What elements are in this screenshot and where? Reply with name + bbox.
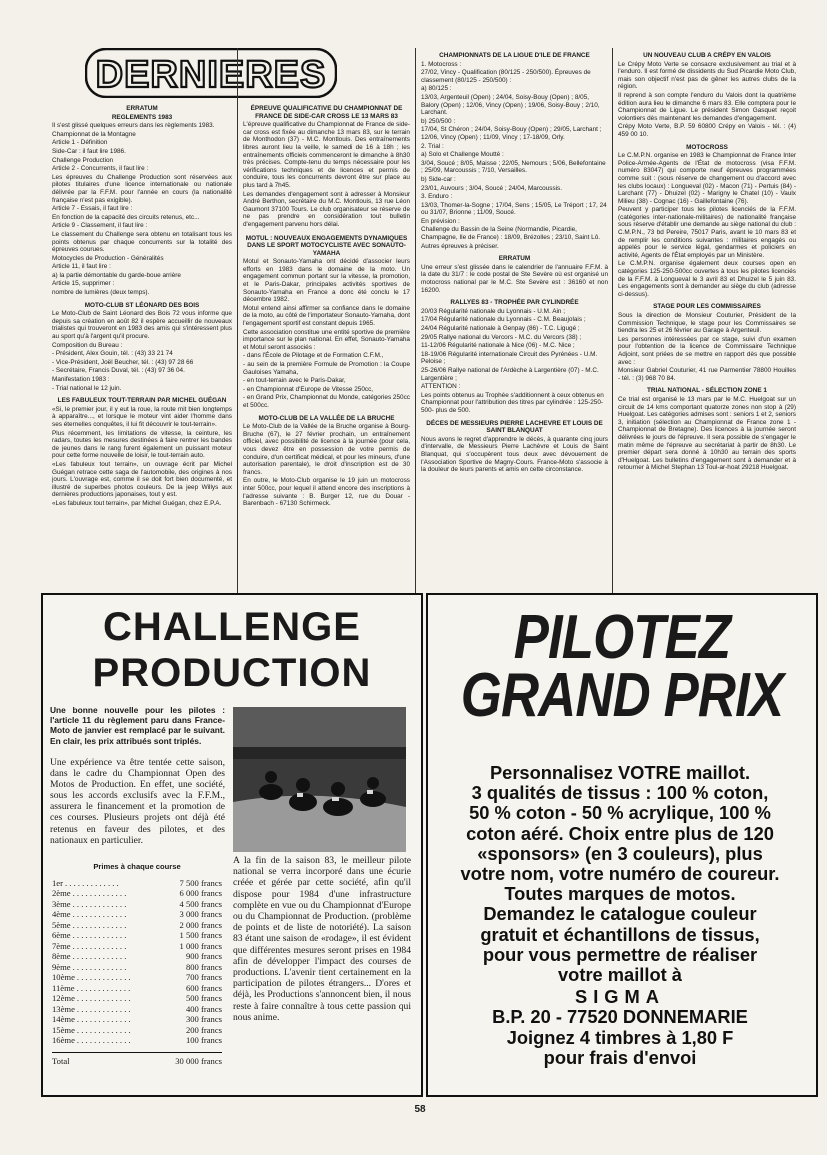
prize-place: 12ème bbox=[52, 993, 75, 1003]
trial-text: Ce trial est organisé le 13 mars par le M.C. Huelgoat sur un circuit de 14 kms comportant quatorze zones non stop à (29) Huelgoat. Les catégories admises sont : seniors 1 et 2, seniors 3, initiation (sélection au Championnat de France zone 1 - Championnat de Bretagne). Des licences à la journée seront délivrées le jours de l'épreuve. Il sera possible de s'engager le matin même de l'épreuve au secrétariat à partir de 8h30. Le premier départ sera donné à 10h30 au terrain des sports d'Huelgoat. Les bulletins d'engagement sont à demander et à retourner à Michel Stephan 13 Toul-ar-hoat 29218 Huelgoat. bbox=[618, 395, 796, 472]
prize-row: 3ème . . . . . . . . . . . . . 4 500 francs bbox=[52, 898, 222, 909]
club-text: Le Moto-Club de Saint Léonard des Bois 72 vous informe que depuis sa création en août 82 il espère accueillir de nouveaux trialistes qui trouveront en 1983 des amis qui s'intéressent plus au sport qu'à l'argent qu'il procure. Composition du Bureau : - Président, Alex Gouin, tél. : (43) 33 21 74 - Vice-Président, Joël Beucher, tél. : (43) 97 28 66 - Secrétaire, Francis Duval, tél. : (43) 97 36 04. Manifestation 1983 : - Trial national le 12 juin. bbox=[52, 310, 232, 392]
prize-row: 14ème . . . . . . . . . . . . . 300 francs bbox=[52, 1014, 222, 1024]
prize-row: 10ème . . . . . . . . . . . . . 700 francs bbox=[52, 972, 222, 982]
prize-place: 14ème bbox=[52, 1014, 75, 1024]
deces-text: Nous avons le regret d'apprendre le décès, à quarante cinq jours d'intervalle, de Messieurs Pierre Lachèvre et Louis de Saint Blanquat, qui s'occupèrent tous deux avec dévouement de l'Association Sportive de Magny-Cours. France-Moto s'associe à la douleur de leurs parents et amis en cette circonstance. bbox=[421, 435, 608, 474]
prize-place: 11ème bbox=[52, 982, 75, 993]
tt-text: «Si, le premier jour, il y eut la roue, la route mit bien longtemps à apparaître..., et lorsque le moteur vint aider l'homme dans ses éternelles conquêtes, il lui fit découvrir le tout-terrain». Plus récemment, les limitations de vitesse, la ceinture, les radars, toutes les mesures destinées à faire rentrer les bandes de jeunes dans le rang furent également un puissant moteur pour cette forme nouvelle de loisir, le tout-terrain auto. «Les fabuleux tout terrain», un ouvrage écrit par Michel Guégan retrace cette saga de l'automobile, des origines à nos jours. L'ouvrage est, comme il se doit fort bien documenté, et illustré de superbes photos couleurs. De la jeep Willys aux dernières productions japonaises, tout y est. «Les fabuleux tout terrain», par Michel Guégan, chez E.P.A. bbox=[52, 405, 232, 507]
prize-place: 1er bbox=[52, 877, 63, 888]
prize-place: 15ème bbox=[52, 1024, 75, 1035]
prize-row: 4ème . . . . . . . . . . . . . 3 000 francs bbox=[52, 909, 222, 919]
race-photo bbox=[233, 707, 406, 852]
logo-text: DERNIERES bbox=[95, 54, 327, 96]
prize-place: 6ème bbox=[52, 930, 71, 940]
erratum-text: Il s'est glissé quelques erreurs dans les règlements 1983. Championnat de la Montagne Article 1 - Définition Side-Car : il faut lire 1986. Challenge Production Article 2 - Concurrents, il faut lire : Les épreuves du Challenge Production sont réservées aux pilotes titulaires d'une licence internationale ou nationale délivrée par la F.F.M. pour l'année en cours (la nationalité française n'est pas exigible). Article 7 - Essais, il faut lire : En fonction de la capacité des circuits retenus, etc... Article 9 - Classement, il faut lire : Le classement du Challenge sera obtenu en totalisant tous les points obtenus par chaque concurrents sur la totalité des épreuves courues. Motocycles de Production - Généralités Article 11, il faut lire : a) la partie démontable du garde-boue arrière Article 15, supprimer : nombre de lumières (deux temps). bbox=[52, 122, 232, 297]
prize-place: 3ème bbox=[52, 898, 71, 909]
prize-row: 15ème . . . . . . . . . . . . . 200 francs bbox=[52, 1024, 222, 1035]
prize-row: 1er . . . . . . . . . . . . . 7 500 francs bbox=[52, 877, 222, 888]
prize-amount: 1 500 francs bbox=[179, 930, 222, 940]
challenge-title-line1: CHALLENGE bbox=[103, 605, 361, 649]
column-1 bbox=[52, 103, 232, 598]
prize-place: 4ème bbox=[52, 909, 71, 919]
erratum-subtitle: REGLEMENTS 1983 bbox=[111, 113, 173, 121]
prize-amount: 300 francs bbox=[185, 1014, 222, 1024]
prize-place: 8ème bbox=[52, 951, 71, 961]
prize-row: 8ème . . . . . . . . . . . . . 900 francs bbox=[52, 951, 222, 961]
dernieres-logo bbox=[85, 48, 337, 98]
stage-text: Sous la direction de Monsieur Couturier, Président de la Commission Technique, le stage pour les Commissaires se tiendra les 25 et 26 février au Garage à Argenteuil. Les personnes intéressées par ce stage, suivi d'un examen pour l'obtention de la licence de Commissaire Technique Adjoint, sont priées de se mettre en rapport dès que possible avec : Monsieur Gabriel Couturier, 41 rue Parmentier 78800 Houilles - tél. : (3) 968 70 84. bbox=[618, 312, 796, 382]
prize-row: 16ème . . . . . . . . . . . . . 100 francs bbox=[52, 1035, 222, 1045]
prize-amount: 2 000 francs bbox=[179, 919, 222, 930]
prize-row: 5ème . . . . . . . . . . . . . 2 000 francs bbox=[52, 919, 222, 930]
erratum-title: ERRATUM bbox=[126, 105, 158, 112]
prize-place: 10ème bbox=[52, 972, 75, 982]
champ-title: CHAMPIONNATS DE LA LIGUE D'ILE DE FRANCE bbox=[439, 52, 590, 59]
prize-amount: 6 000 francs bbox=[179, 888, 222, 898]
tt-title: LES FABULEUX TOUT-TERRAIN PAR MICHEL GUÉGAN bbox=[57, 397, 227, 405]
prize-amount: 1 000 francs bbox=[179, 940, 222, 951]
prizes-total: Total 30 000 francs bbox=[52, 1052, 222, 1067]
challenge-body: Une expérience va être tentée cette saison, dans le cadre du Championnat Open des Motos de Production. En effet, une société, sous les accords exclusifs avec la F.F.M., assurera le financement et la promotion de ces courses. Plusieurs projets ont déjà été retenus en faveur des pilotes, et des nationaux en particulier. bbox=[50, 757, 225, 846]
champ-text: 1. Motocross : 27/02, Vincy - Qualification (80/125 - 250/500). Épreuves de classement (80/125 - 250/500) : a) 80/125 : 13/03, Argenteuil (Open) ; 24/04, Soisy-Bouy (Open) ; 8/05, Balory (Open) ; 12/06, Vincy (Open) ; 19/06, Soisy-Bouy ; 2/10, Larchant. b) 250/500 : 17/04, St Chéron ; 24/04, Soisy-Bouy (Open) ; 29/05, Larchant ; 12/06, Vincy (Open) ; 11/09, Vincy ; 17-18/09, Orly. 2. Trial : a) Solo et Challenge Moutté : 3/04, Soucé ; 8/05, Maisse ; 22/05, Nemours ; 5/06, Bellefontaine ; 25/09, Marcoussis ; 7/10, Versailles. b) Side-car : 23/01, Auvours ; 3/04, Soucé ; 24/04, Marcoussis. 3. Enduro : 13/03, Thomer-la-Sogne ; 17/04, Sens ; 15/05, Le Tréport ; 17, 24 ou 31/07, Brionne ; 11/09, Soucé. En prévision : Challenge du Bassin de la Seine (Normandie, Picardie, Champagne, Ile de France) : 18/09, Brézolles ; 23/10, Saint Lô. Autres épreuves à préciser. bbox=[421, 60, 607, 250]
prize-amount: 600 francs bbox=[185, 982, 222, 993]
prize-amount: 7 500 francs bbox=[179, 877, 222, 888]
rallye-title: RALLYES 83 - TROPHÉE PAR CYLINDRÉE bbox=[450, 299, 579, 307]
rallye-text: 20/03 Régularité nationale du Lyonnais - U.M. Ain ; 17/04 Régularité nationale du Lyonnais - C.M. Beaujolais ; 24/04 Régularité nationale à Genpay (86) - T.C. Ligugé ; 29/05 Rallye national du Vercors - M.C. du Vercors (38) ; 11-12/06 Régularité nationale à Nice (06) - M.C. Nice ; 18-19/06 Régularité internationale Circuit des Pyrénées - U.M. Peloise ; 25-26/06 Rallye national de l'Ardèche à Largentière (07) - M.C. Largentière ; ATTENTION : Les points obtenus au Trophée s'additionnent à ceux obtenus en Championnat pour l'attribution des titres par cylindrée : 125-250-500- plus de 500. bbox=[421, 307, 604, 414]
bruche-title: MOTO-CLUB DE LA VALLÉE DE LA BRUCHE bbox=[258, 414, 395, 422]
challenge-intro: Une bonne nouvelle pour les pilotes : l'article 11 du règlement paru dans France-Moto de janvier est remplacé par le suivant. En clair, les prix attribués sont triplés. bbox=[50, 705, 225, 746]
prize-row: 12ème . . . . . . . . . . . . . 500 francs bbox=[52, 993, 222, 1003]
prize-amount: 4 500 francs bbox=[179, 898, 222, 909]
prize-place: 9ème bbox=[52, 961, 71, 972]
gp-title-line2: GRAND PRIX bbox=[460, 661, 784, 730]
erratum2-text: Une erreur s'est glissée dans le calendrier de l'annuaire F.F.M. à la date du 31/7 : le code postal de Ste Sevère où est organisé un motocross national par le M.C. Ste Sevère est : 36160 et non 16200. bbox=[421, 263, 608, 294]
motul-text: Motul et Sonauto-Yamaha ont décidé d'associer leurs efforts en 1983 dans le domaine de la moto. Un engagement commun portant sur la vitesse, la promotion, et le Paris-Dakar, principales activités sportives de Sonauto-Yamaha en France a donc été conclu le 17 décembre 1982. Motul entend ainsi affirmer sa confiance dans le domaine de la moto, au côté de l'importateur Sonauto-Yamaha, dont l'engagement sportif est constant depuis 1965. Cette association constitue une entité sportive de première importance sur le plan national. En effet, Sonauto-Yamaha et Motul seront associés : - dans l'École de Pilotage et de Formation C.F.M., - au sein de la première Formule de Promotion : la Coupe Gauloises Yamaha, - en tout-terrain avec le Paris-Dakar, - en Championnat d'Europe de Vitesse 250cc, - en Grand Prix, Championnat du Monde, catégories 250cc et 500cc. bbox=[243, 258, 410, 409]
column-4 bbox=[618, 50, 796, 595]
motocross-title: MOTOCROSS bbox=[686, 143, 728, 151]
prize-amount: 900 francs bbox=[185, 951, 222, 961]
club-title: MOTO-CLUB ST LÉONARD DES BOIS bbox=[84, 301, 200, 309]
deces-title: DÉCES DE MESSIEURS PIERRE LACHEVRE ET LOUIS DE SAINT BLANQUAT bbox=[426, 419, 603, 435]
gp-title-line1: PILOTEZ bbox=[513, 603, 731, 672]
prize-amount: 200 francs bbox=[185, 1024, 222, 1035]
prize-row: 9ème . . . . . . . . . . . . . 800 francs bbox=[52, 961, 222, 972]
prize-row: 13ème . . . . . . . . . . . . . 400 francs bbox=[52, 1003, 222, 1014]
prize-amount: 500 francs bbox=[185, 993, 222, 1003]
prize-place: 5ème bbox=[52, 919, 71, 930]
epreuve-title: ÉPREUVE QUALIFICATIVE DU CHAMPIONNAT DE FRANCE DE SIDE-CAR CROSS LE 13 MARS 83 bbox=[250, 105, 403, 120]
prize-amount: 3 000 francs bbox=[179, 909, 222, 919]
column-2 bbox=[243, 103, 410, 598]
trial-title: TRIAL NATIONAL - SÉLECTION ZONE 1 bbox=[646, 387, 767, 395]
prize-row: 2ème . . . . . . . . . . . . . 6 000 francs bbox=[52, 888, 222, 898]
challenge-right-text: A la fin de la saison 83, le meilleur pilote national se verra incorporé dans une écurie créée et gérée par cette société, afin qu'il dispose pour 1984 d'une infrastructure complète en vue ou du Championnat d'Europe ou du Championnat de Production. (problème de points et de liste de notoriété). La saison 83 étant une saison de «rodage», il est évident que différentes mesures seront prises en 1984 afin de développer l'impact des courses de productions. L'avenir tient certainement en la participation de pilotes étrangers... D'ores et déjà, les Productions s'annoncent bien, il nous reste à faire connaître à tous cette passion qui nous anime. bbox=[233, 855, 411, 1023]
column-3 bbox=[421, 50, 608, 595]
prize-row: 11ème . . . . . . . . . . . . . 600 francs bbox=[52, 982, 222, 993]
prize-place: 7ème bbox=[52, 940, 71, 951]
motocross-text: Le C.M.P.N. organise en 1983 le Championnat de France Inter Police-Armée-Agents de l'État de motocross (visa F.F.M. numéro 83047) qui comporte neuf épreuves programmées comme suit : (sous réserve de changement ou d'accord avec les clubs locaux) : Longueval (02) - Macon (71) - Pertuis (84) - Larchant (77) - Dhuizel (02) - Marigny le Chatel (10) - Vaulx Milieu (38) - Cognac (16) - Gaillefontaine (76). Peuvent y participer tous les pilotes licenciés de la F.F.M. (catégories inter-nationale-militaires) de nationalité française sous réserve d'établir une demande au siège national du club : C.M.P.N., 73 bd Pereire, 75017 Paris, avant le 10 mars 83 et de remplir les conditions suivantes : militaires engagés ou appelés pour le service légal, gendarmes et policiers en activité, Agents de l'État employés par un Ministère. Le C.M.P.N. organise également deux courses open en catégories 125-250-500cc ouvertes à tous les pilotes licenciés de la F.F.M. à Longueval le 3 avril 83 et Dhuizel le 5 juin 83. Les engagements sont à demander au siège du club (adresse ci-dessus). bbox=[618, 152, 796, 298]
bruche-text: Le Moto-Club de la Vallée de la Bruche organise à Bourg-Bruche (67), le 27 février prochain, un entraînement officiel, avec possibilité de licence à la journée (pour cela, vous devez être en possession de votre permis de conduire, d'un certificat médical, et pour les mineurs, d'une autorisation parentale), le droit d'inscription est de 30 francs. En outre, le Moto-Club organise le 19 juin un motocross inter 500cc, pour lequel il attend encore des inscriptions à l'adresse suivante : B. Burger 12, rue du Douar - Barenbach - 67130 Schirmeck. bbox=[243, 423, 410, 508]
prize-row: 6ème . . . . . . . . . . . . . 1 500 francs bbox=[52, 930, 222, 940]
prize-amount: 400 francs bbox=[185, 1003, 222, 1014]
prize-place: 16ème bbox=[52, 1035, 75, 1045]
crepy-text: Le Crépy Moto Verte se consacre exclusivement au trial et à l'enduro. Il est formé de dissidents du Sud Picardie Moto Club, mais son objectif n'est pas de gêner les autres clubs de la région. Il reprend à son compte l'enduro du Valois dont la quatrième édition aura lieu le dimanche 6 mars 83. Elle comptera pour le Championnat de Ligue. Le président Simon Gasquet reçoit volontiers dès maintenant les demandes d'engagement. Crépy Moto Verte, B.P. 59 60800 Crépy en Valois - tél. : (4) 459 00 10. bbox=[618, 60, 796, 138]
grand-prix-text: Personnalisez VOTRE maillot. 3 qualités de tissus : 100 % coton, 50 % coton - 50 % acrylique, 100 % coton aéré. Choix entre plus de 120 «sponsors» (en 3 couleurs), plus votre nom, votre numéro de coureur. Toutes marques de motos. Demandez le catalogue couleur gratuit et échantillons de tissus, pour vous permettre de réaliser votre maillot à SIGMA B.P. 20 - 77520 DONNEMARIE Joignez 4 timbres à 1,80 F pour frais d'envoi bbox=[440, 763, 800, 1068]
erratum2-title: ERRATUM bbox=[498, 255, 531, 263]
epreuve-text: L'épreuve qualificative du Championnat de France de side-car cross est fixée au dimanche 13 mars 83, sur le terrain de Monthodon (37) - M.C. Montlouis. Des entraînements libres auront lieu la veille, le samedi de 16 à 18h ; les entraînements officiels commenceront le dimanche à 8h30 très précises. Compte-tenu du temps nécessaire pour les vérifications techniques et de licences et permis de conduire, tous les concurrents devront être sur place au plus tard à 7h45. Les demandes d'engagement sont à adresser à Monsieur André Berthon, secrétaire du M.C. Montlouis, 13 rue Léon Gaumont 37100 Tours. Le club organisateur se réserve de ne pas prendre en considération tout bulletin d'engagement parvenu hors délai. bbox=[243, 121, 410, 228]
stage-title: STAGE POUR LES COMMISSAIRES bbox=[653, 303, 761, 311]
prize-amount: 700 francs bbox=[185, 972, 222, 982]
prize-place: 2ème bbox=[52, 888, 71, 898]
prize-place: 13ème bbox=[52, 1003, 75, 1014]
sigma-name: SIGMA bbox=[575, 986, 665, 1008]
prize-amount: 100 francs bbox=[185, 1035, 222, 1045]
motul-title: MOTUL : NOUVEAUX ENGAGEMENTS DYNAMIQUES DANS LE SPORT MOTOCYCLISTE AVEC SONAUTO-YAMAHA bbox=[245, 234, 408, 257]
prizes-title: Primes à chaque course bbox=[93, 862, 181, 871]
challenge-title-line2: PRODUCTION bbox=[92, 651, 372, 695]
prizes-table bbox=[52, 862, 222, 1066]
prize-row: 7ème . . . . . . . . . . . . . 1 000 francs bbox=[52, 940, 222, 951]
prize-amount: 800 francs bbox=[185, 961, 222, 972]
page-number: 58 bbox=[414, 1104, 426, 1115]
crepy-title: UN NOUVEAU CLUB A CRÉPY EN VALOIS bbox=[643, 52, 771, 59]
